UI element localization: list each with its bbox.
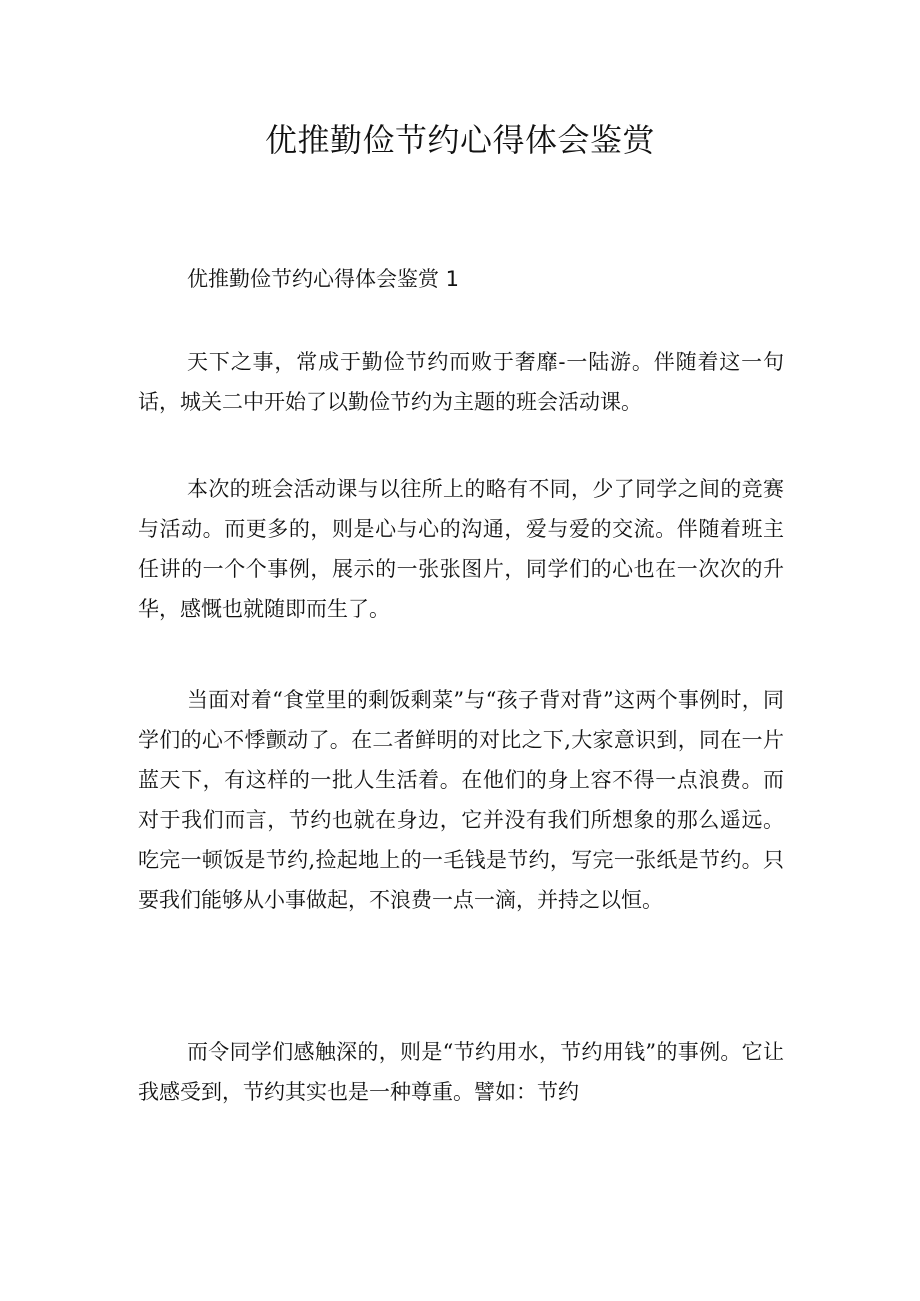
document-title: 优推勤俭节约心得体会鉴赏 — [264, 121, 655, 159]
section-heading: 优推勤俭节约心得体会鉴赏 1 — [187, 267, 460, 291]
paragraph-2: 本次的班会活动课与以往所上的略有不同，少了同学之间的竞赛与活动。而更多的，则是心与心的沟通，爱与爱的交流。伴随着班主任讲的一个个事例，展示的一张张图片，同学们的心也在一次次的升华，感慨也就随即而生了。 — [138, 477, 784, 621]
paragraph-1: 天下之事，常成于勤俭节约而败于奢靡-一陆游。伴随着这一句话，城关二中开始了以勤俭节约为主题的班会活动课。 — [138, 350, 784, 414]
paragraph-3: 当面对着“食堂里的剩饭剩菜”与“孩子背对背”这两个事例时，同学们的心不悸颤动了。在二者鲜明的对比之下,大家意识到，同在一片蓝天下，有这样的一批人生活着。在他们的身上容不得一点浪费。而对于我们而言，节约也就在身边，它并没有我们所想象的那么遥远。吃完一顿饭是节约,捡起地上的一毛钱是节约，写完一张纸是节约。只要我们能够从小事做起，不浪费一点一滴，并持之以恒。 — [138, 688, 784, 912]
paragraph-4: 而令同学们感触深的，则是“节约用水，节约用钱”的事例。它让我感受到，节约其实也是一种尊重。譬如：节约 — [138, 1040, 784, 1104]
